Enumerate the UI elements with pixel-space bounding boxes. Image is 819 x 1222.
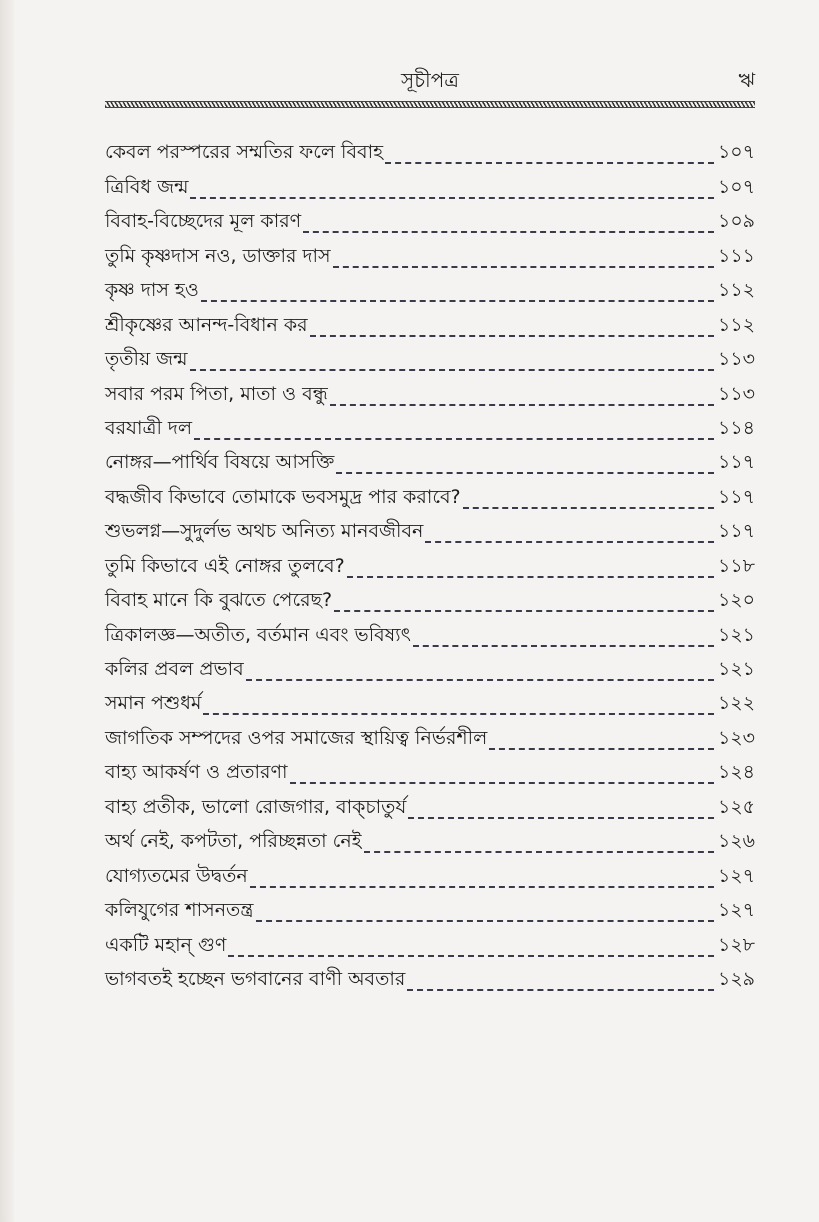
dash-leader bbox=[334, 610, 714, 612]
dash-leader bbox=[194, 438, 714, 440]
toc-entry-page: ১১৭ bbox=[717, 485, 755, 508]
dash-leader bbox=[413, 645, 714, 647]
toc-entry-page: ১১৩ bbox=[717, 348, 755, 371]
dash-leader bbox=[425, 541, 714, 543]
toc-entry-title: সমান পশুধর্ম bbox=[105, 692, 202, 715]
toc-entry-page: ১১৪ bbox=[718, 416, 755, 439]
toc-entry-page: ১২৭ bbox=[717, 899, 755, 922]
dash-leader bbox=[303, 231, 714, 233]
page-header bbox=[105, 64, 755, 96]
toc-entry bbox=[105, 928, 755, 962]
toc-entry-page: ১০৭ bbox=[717, 175, 755, 198]
book-binding bbox=[0, 0, 14, 1222]
toc-entry-page: ১২১ bbox=[717, 658, 755, 680]
dash-leader bbox=[201, 300, 714, 302]
dash-leader bbox=[246, 679, 714, 681]
toc-entry-title: বাহ্য প্রতীক, ভালো রোজগার, বাক্‌চাতুর্য bbox=[105, 795, 407, 818]
toc-entry-page: ১২৯ bbox=[717, 967, 755, 990]
dash-leader bbox=[385, 162, 714, 164]
toc-entry-title: বিবাহ-বিচ্ছেদের মূল কারণ bbox=[105, 210, 302, 233]
toc-entry bbox=[105, 170, 755, 204]
dash-leader bbox=[463, 507, 714, 509]
toc-entry bbox=[105, 377, 755, 411]
dash-leader bbox=[336, 472, 714, 474]
toc-entry-title: নোঙ্গর—পার্থিব বিষয়ে আসক্তি bbox=[105, 451, 335, 474]
toc-entry bbox=[105, 584, 755, 618]
toc-entry bbox=[105, 721, 755, 755]
dash-leader bbox=[407, 989, 714, 991]
toc-entry bbox=[105, 963, 755, 997]
toc-entry-title: যোগ্যতমের উদ্বর্তন bbox=[105, 864, 248, 887]
page-marker: ঋ bbox=[738, 68, 755, 92]
toc-entry-page: ১২২ bbox=[717, 692, 755, 715]
toc-entry-page: ১১৭ bbox=[717, 520, 755, 543]
dash-leader bbox=[290, 782, 714, 784]
toc-entry bbox=[105, 412, 755, 446]
toc-entry bbox=[105, 653, 755, 687]
page-title: সূচীপত্র bbox=[401, 68, 459, 92]
dash-leader bbox=[250, 886, 714, 888]
dash-leader bbox=[408, 817, 714, 819]
toc-entry-title: বিবাহ মানে কি বুঝতে পেরেছ? bbox=[105, 589, 333, 612]
toc-entry bbox=[105, 687, 755, 721]
toc-entry-page: ১২০ bbox=[717, 589, 755, 612]
toc-entry-page: ১২৬ bbox=[717, 830, 755, 853]
toc-entry-page: ১১৭ bbox=[717, 451, 755, 474]
toc-entry-page: ১২৫ bbox=[717, 795, 755, 818]
toc-entry bbox=[105, 205, 755, 239]
toc-entry bbox=[105, 618, 755, 652]
toc-entry-title: শ্রীকৃষ্ণের আনন্দ-বিধান কর bbox=[105, 313, 308, 336]
toc-entry-page: ১১২ bbox=[717, 279, 755, 302]
toc-entry-title: কলির প্রবল প্রভাব bbox=[105, 658, 244, 680]
toc-entry-title: তৃতীয় জন্ম bbox=[105, 348, 188, 371]
toc-entry-title: কেবল পরস্পরের সম্মতির ফলে বিবাহ bbox=[105, 141, 384, 164]
dash-leader bbox=[228, 955, 714, 957]
dash-leader bbox=[310, 335, 714, 337]
dash-leader bbox=[190, 369, 714, 371]
toc-entry bbox=[105, 515, 755, 549]
toc-entry bbox=[105, 894, 755, 928]
toc-entry-page: ১২৮ bbox=[717, 933, 755, 956]
dash-leader bbox=[333, 266, 714, 268]
dash-leader bbox=[190, 197, 713, 199]
table-of-contents bbox=[105, 136, 755, 997]
toc-entry-title: বদ্ধজীব কিভাবে তোমাকে ভবসমুদ্র পার করাবে? bbox=[105, 485, 461, 508]
toc-entry bbox=[105, 274, 755, 308]
toc-entry-title: জাগতিক সম্পদের ওপর সমাজের স্থায়িত্ব নির্ভরশীল bbox=[105, 726, 488, 749]
toc-entry-page: ১১১ bbox=[718, 244, 755, 267]
toc-entry-title: শুভলগ্ন—সুদুর্লভ অথচ অনিত্য মানবজীবন bbox=[105, 520, 424, 543]
toc-entry-page: ১০৭ bbox=[717, 141, 755, 164]
toc-entry-page: ১১৮ bbox=[718, 554, 755, 577]
toc-entry bbox=[105, 343, 755, 377]
toc-entry-title: ভাগবতই হচ্ছেন ভগবানের বাণী অবতার bbox=[105, 967, 406, 990]
dash-leader bbox=[489, 748, 714, 750]
toc-entry-title: তুমি কিভাবে এই নোঙ্গর তুলবে? bbox=[105, 554, 345, 577]
toc-entry-title: বরযাত্রী দল bbox=[105, 416, 193, 439]
toc-entry-title: তুমি কৃষ্ণদাস নও, ডাক্তার দাস bbox=[105, 244, 331, 267]
toc-entry bbox=[105, 790, 755, 824]
dash-leader bbox=[203, 713, 714, 715]
toc-entry-title: বাহ্য আকর্ষণ ও প্রতারণা bbox=[105, 761, 288, 784]
toc-entry-title: কৃষ্ণ দাস হও bbox=[105, 279, 199, 302]
toc-entry-title: একটি মহান্ গুণ bbox=[105, 933, 227, 956]
toc-entry-page: ১২১ bbox=[717, 623, 755, 646]
toc-entry bbox=[105, 859, 755, 893]
toc-entry-title: সবার পরম পিতা, মাতা ও বন্ধু bbox=[105, 382, 328, 405]
dash-leader bbox=[347, 576, 714, 578]
toc-entry-page: ১২৭ bbox=[717, 864, 755, 887]
toc-entry bbox=[105, 756, 755, 790]
dash-leader bbox=[256, 920, 714, 922]
toc-entry bbox=[105, 446, 755, 480]
toc-entry bbox=[105, 136, 755, 170]
toc-entry-page: ১২৪ bbox=[717, 761, 755, 784]
decorative-rule bbox=[105, 101, 755, 108]
toc-entry bbox=[105, 239, 755, 273]
toc-entry-title: কলিযুগের শাসনতন্ত্র bbox=[105, 899, 254, 922]
toc-entry-title: ত্রিকালজ্ঞ—অতীত, বর্তমান এবং ভবিষ্যৎ bbox=[105, 623, 411, 646]
toc-entry bbox=[105, 308, 755, 342]
toc-entry-page: ১০৯ bbox=[717, 210, 755, 233]
toc-entry bbox=[105, 480, 755, 514]
toc-entry-title: অর্থ নেই, কপটতা, পরিচ্ছন্নতা নেই bbox=[105, 830, 362, 853]
toc-entry-page: ১১৩ bbox=[717, 382, 755, 405]
dash-leader bbox=[364, 851, 714, 853]
toc-entry bbox=[105, 549, 755, 583]
dash-leader bbox=[330, 404, 714, 406]
toc-entry-page: ১১২ bbox=[717, 313, 755, 336]
toc-entry bbox=[105, 825, 755, 859]
toc-entry-page: ১২৩ bbox=[717, 726, 755, 749]
toc-entry-title: ত্রিবিধ জন্ম bbox=[105, 175, 189, 198]
